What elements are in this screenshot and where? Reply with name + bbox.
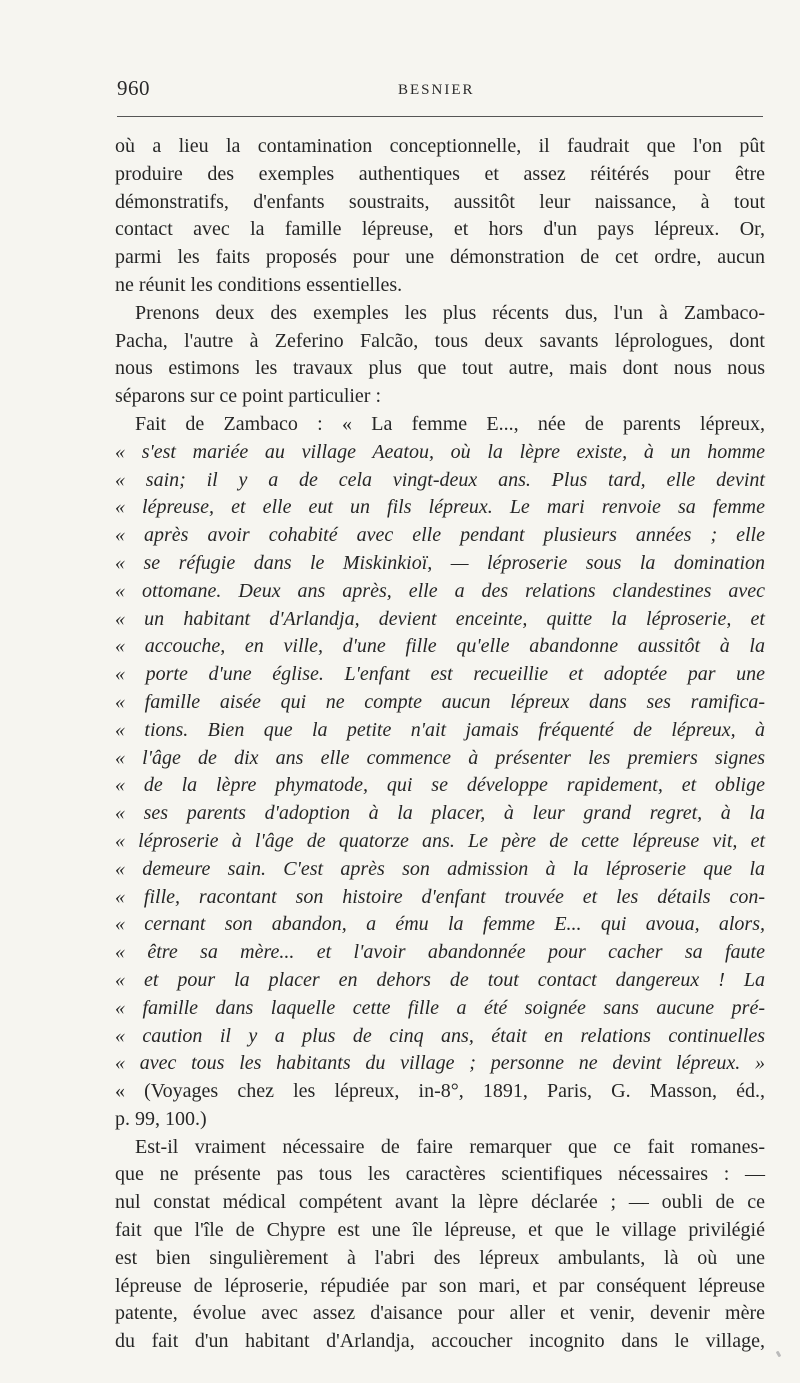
text-line: patente, évolue avec assez d'aisance pour aller et venir, devenir mère	[115, 1302, 765, 1325]
citation-line: « (Voyages chez les lépreux, in-8°, 1891, Paris, G. Masson, éd.,	[115, 1080, 765, 1103]
text-line: du fait d'un habitant d'Arlandja, accoucher incognito dans le village,	[115, 1330, 765, 1353]
citation-line: p. 99, 100.)	[115, 1107, 207, 1130]
text-line: « tions. Bien que la petite n'ait jamais fréquenté de lépreux, à	[115, 718, 765, 741]
text-line: Est-il vraiment nécessaire de faire remarquer que ce fait romanes-	[135, 1135, 765, 1158]
text-line: « sain; il y a de cela vingt-deux ans. Plus tard, elle devint	[115, 468, 765, 491]
text-line: « lépreuse, et elle eut un fils lépreux. Le mari renvoie sa femme	[115, 496, 765, 519]
text-line: « fille, racontant son histoire d'enfant trouvée et les détails con-	[115, 885, 765, 908]
text-line: « famille aisée qui ne compte aucun lépreux dans ses ramifica-	[115, 690, 765, 713]
running-title: BESNIER	[398, 82, 475, 98]
text-line: « un habitant d'Arlandja, devient enceinte, quitte la léproserie, et	[115, 607, 765, 630]
text-line: « s'est mariée au village Aeatou, où la lèpre existe, à un homme	[115, 440, 765, 463]
text-line: séparons sur ce point particulier :	[115, 385, 382, 408]
text-line: « et pour la placer en dehors de tout contact dangereux ! La	[115, 968, 765, 991]
text-line: « ottomane. Deux ans après, elle a des relations clandestines avec	[115, 579, 765, 602]
text-line: « léproserie à l'âge de quatorze ans. Le père de cette lépreuse vit, et	[115, 829, 765, 852]
text-line: « porte d'une église. L'enfant est recueillie et adoptée par une	[115, 663, 765, 686]
text-line: produire des exemples authentiques et assez réitérés pour être	[115, 162, 765, 185]
text-line: fait que l'île de Chypre est une île lépreuse, et que le village privilégié	[115, 1219, 765, 1242]
text-line: parmi les faits proposés pour une démonstration de cet ordre, aucun	[115, 246, 765, 269]
text-line: Pacha, l'autre à Zeferino Falcão, tous deux savants léprologues, dont	[115, 329, 765, 352]
text-line: « de la lèpre phymatode, qui se développe rapidement, et oblige	[115, 774, 765, 797]
text-line: Prenons deux des exemples les plus récents dus, l'un à Zambaco-	[135, 301, 765, 324]
page-header	[117, 72, 763, 102]
text-line: où a lieu la contamination conceptionnelle, il faudrait que l'on pût	[115, 135, 765, 157]
text-line: « demeure sain. C'est après son admission à la léproserie que la	[115, 857, 765, 880]
page-number: 960	[117, 76, 150, 100]
header-rule	[117, 116, 763, 117]
text-line: « accouche, en ville, d'une fille qu'elle abandonne aussitôt à la	[115, 635, 765, 658]
text-line: est bien singulièrement à l'abri des lépreux ambulants, là où une	[115, 1246, 765, 1269]
text-line: « famille dans laquelle cette fille a été soignée sans aucune pré-	[115, 996, 765, 1019]
text-line: « être sa mère... et l'avoir abandonnée pour cacher sa faute	[115, 941, 765, 964]
text-line: que ne présente pas tous les caractères scientifiques nécessaires : —	[115, 1163, 765, 1186]
text-line: nous estimons les travaux plus que tout autre, mais dont nous nous	[115, 357, 765, 380]
text-line: ne réunit les conditions essentielles.	[115, 273, 403, 296]
text-line: nul constat médical compétent avant la lèpre déclarée ; — oubli de ce	[115, 1191, 765, 1214]
text-line: « caution il y a plus de cinq ans, était en relations continuelles	[115, 1024, 765, 1047]
text-line: « avec tous les habitants du village ; personne ne devint lépreux. »	[115, 1052, 765, 1075]
text-line: « ses parents d'adoption à la placer, à leur grand regret, à la	[115, 802, 765, 825]
text-line: « l'âge de dix ans elle commence à présenter les premiers signes	[115, 746, 765, 769]
text-line: contact avec la famille lépreuse, et hors d'un pays lépreux. Or,	[115, 218, 765, 241]
text-line: lépreuse de léproserie, répudiée par son mari, et par conséquent lépreuse	[115, 1274, 765, 1297]
text-line: « cernant son abandon, a ému la femme E... qui avoua, alors,	[115, 913, 765, 936]
text-line: Fait de Zambaco : « La femme E..., née de parents lépreux,	[135, 412, 765, 435]
paper-speck	[776, 1351, 782, 1358]
text-line: « se réfugie dans le Miskinkioï, — léproserie sous la domination	[115, 551, 765, 574]
text-line: démonstratifs, d'enfants soustraits, aussitôt leur naissance, à tout	[115, 190, 765, 213]
text-body	[115, 133, 765, 1356]
text-line: « après avoir cohabité avec elle pendant plusieurs années ; elle	[115, 524, 765, 547]
